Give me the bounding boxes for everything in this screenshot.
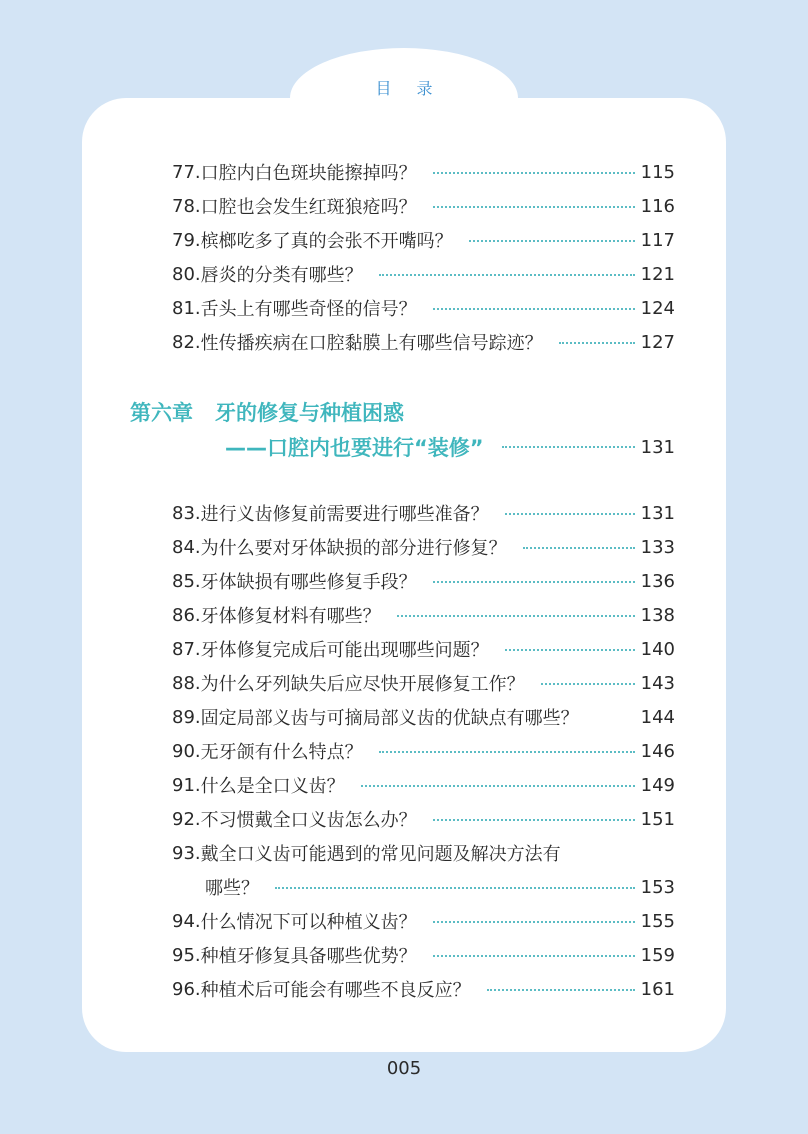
entry-title: 舌头上有哪些奇怪的信号？ [200, 299, 417, 320]
entry-number: 85. [172, 570, 201, 592]
entry-title: 什么是全口义齿？ [200, 776, 345, 797]
chapter-page: 131 [640, 436, 675, 458]
chapter-number: 第六章 [130, 401, 193, 425]
leader-dots [523, 547, 635, 549]
toc-entry-88[interactable] [172, 669, 675, 697]
entry-number: 90. [172, 740, 201, 762]
entry-number: 78. [172, 195, 201, 217]
leader-dots [433, 955, 635, 957]
chapter-title: 牙的修复与种植困惑 [215, 401, 404, 425]
leader-dots [397, 615, 635, 617]
entry-page: 155 [640, 910, 675, 932]
entry-page: 116 [640, 195, 675, 217]
entry-number: 95. [172, 944, 201, 966]
toc-entry-84[interactable] [172, 533, 675, 561]
entry-page: 127 [640, 331, 675, 353]
leader-dots [379, 751, 635, 753]
leader-dots [379, 274, 635, 276]
toc-entry-91[interactable] [172, 771, 675, 799]
page-title: 目 录 [375, 79, 443, 98]
leader-dots [505, 513, 635, 515]
toc-entry-83[interactable] [172, 499, 675, 527]
toc-entry-87[interactable] [172, 635, 675, 663]
toc-entry-96[interactable] [172, 975, 675, 1003]
leader-dots [433, 308, 635, 310]
entry-page: 115 [640, 161, 675, 183]
entry-title: 为什么要对牙体缺损的部分进行修复？ [200, 538, 507, 559]
leader-dots [505, 649, 635, 651]
entry-page: 121 [640, 263, 675, 285]
entry-page: 153 [640, 876, 675, 898]
entry-title: 无牙颌有什么特点？ [200, 742, 363, 763]
entry-number: 87. [172, 638, 201, 660]
entry-title: 固定局部义齿与可摘局部义齿的优缺点有哪些？ [200, 708, 579, 729]
entry-number: 79. [172, 229, 201, 251]
toc-entry-82[interactable] [172, 328, 675, 356]
entry-page: 133 [640, 536, 675, 558]
entry-page: 124 [640, 297, 675, 319]
toc-entry-90[interactable] [172, 737, 675, 765]
page-number: 005 [386, 1058, 422, 1079]
chapter-subtitle-row[interactable] [225, 432, 675, 462]
entry-number: 89. [172, 706, 201, 728]
entry-page: 161 [640, 978, 675, 1000]
leader-dots [275, 887, 635, 889]
entry-number: 86. [172, 604, 201, 626]
entry-number: 93. [172, 842, 201, 864]
entry-page: 131 [640, 502, 675, 524]
entry-title-continuation: 哪些？ [205, 878, 259, 899]
chapter-subtitle: ——口腔内也要进行“装修” [225, 436, 484, 460]
leader-dots [433, 921, 635, 923]
toc-entry-89[interactable] [172, 703, 675, 731]
toc-entry-77[interactable] [172, 158, 675, 186]
entry-title: 槟榔吃多了真的会张不开嘴吗？ [200, 231, 453, 252]
entry-page: 138 [640, 604, 675, 626]
entry-page: 143 [640, 672, 675, 694]
entry-number: 84. [172, 536, 201, 558]
entry-title: 进行义齿修复前需要进行哪些准备？ [200, 504, 489, 525]
entry-number: 92. [172, 808, 201, 830]
toc-entry-86[interactable] [172, 601, 675, 629]
toc-entry-94[interactable] [172, 907, 675, 935]
entry-title: 口腔也会发生红斑狼疮吗？ [200, 197, 417, 218]
entry-number: 88. [172, 672, 201, 694]
toc-entry-81[interactable] [172, 294, 675, 322]
leader-dots [541, 683, 635, 685]
toc-entry-93-continuation[interactable] [205, 873, 675, 901]
entry-title: 口腔内白色斑块能擦掉吗？ [200, 163, 417, 184]
leader-dots [487, 989, 635, 991]
entry-page: 146 [640, 740, 675, 762]
entry-title: 种植牙修复具备哪些优势？ [200, 946, 417, 967]
entry-number: 82. [172, 331, 201, 353]
leader-dots [433, 581, 635, 583]
leader-dots [433, 819, 635, 821]
toc-entry-92[interactable] [172, 805, 675, 833]
leader-dots [559, 342, 635, 344]
leader-dots [433, 172, 635, 174]
entry-title: 牙体修复完成后可能出现哪些问题？ [200, 640, 489, 661]
entry-page: 159 [640, 944, 675, 966]
toc-entry-93[interactable] [172, 839, 675, 867]
leader-dots [502, 446, 635, 448]
entry-title: 唇炎的分类有哪些？ [200, 265, 363, 286]
entry-number: 80. [172, 263, 201, 285]
entry-page: 144 [640, 706, 675, 728]
entry-page: 117 [640, 229, 675, 251]
entry-title: 牙体缺损有哪些修复手段？ [200, 572, 417, 593]
leader-dots [361, 785, 635, 787]
toc-entry-85[interactable] [172, 567, 675, 595]
entry-number: 96. [172, 978, 201, 1000]
toc-entry-95[interactable] [172, 941, 675, 969]
entry-title: 种植术后可能会有哪些不良反应？ [200, 980, 471, 1001]
entry-page: 149 [640, 774, 675, 796]
toc-entry-80[interactable] [172, 260, 675, 288]
entry-number: 77. [172, 161, 201, 183]
entry-title: 性传播疾病在口腔黏膜上有哪些信号踪迹？ [200, 333, 543, 354]
toc-entry-78[interactable] [172, 192, 675, 220]
entry-title: 牙体修复材料有哪些？ [200, 606, 381, 627]
entry-title: 什么情况下可以种植义齿？ [200, 912, 417, 933]
entry-page: 136 [640, 570, 675, 592]
entry-number: 91. [172, 774, 201, 796]
entry-title: 不习惯戴全口义齿怎么办？ [200, 810, 417, 831]
toc-entry-79[interactable] [172, 226, 675, 254]
entry-number: 94. [172, 910, 201, 932]
leader-dots [433, 206, 635, 208]
entry-number: 83. [172, 502, 201, 524]
entry-number: 81. [172, 297, 201, 319]
leader-dots [469, 240, 635, 242]
entry-page: 151 [640, 808, 675, 830]
chapter-heading[interactable] [130, 397, 404, 427]
entry-title: 为什么牙列缺失后应尽快开展修复工作？ [200, 674, 525, 695]
entry-page: 140 [640, 638, 675, 660]
entry-title: 戴全口义齿可能遇到的常见问题及解决方法有 [200, 844, 561, 865]
